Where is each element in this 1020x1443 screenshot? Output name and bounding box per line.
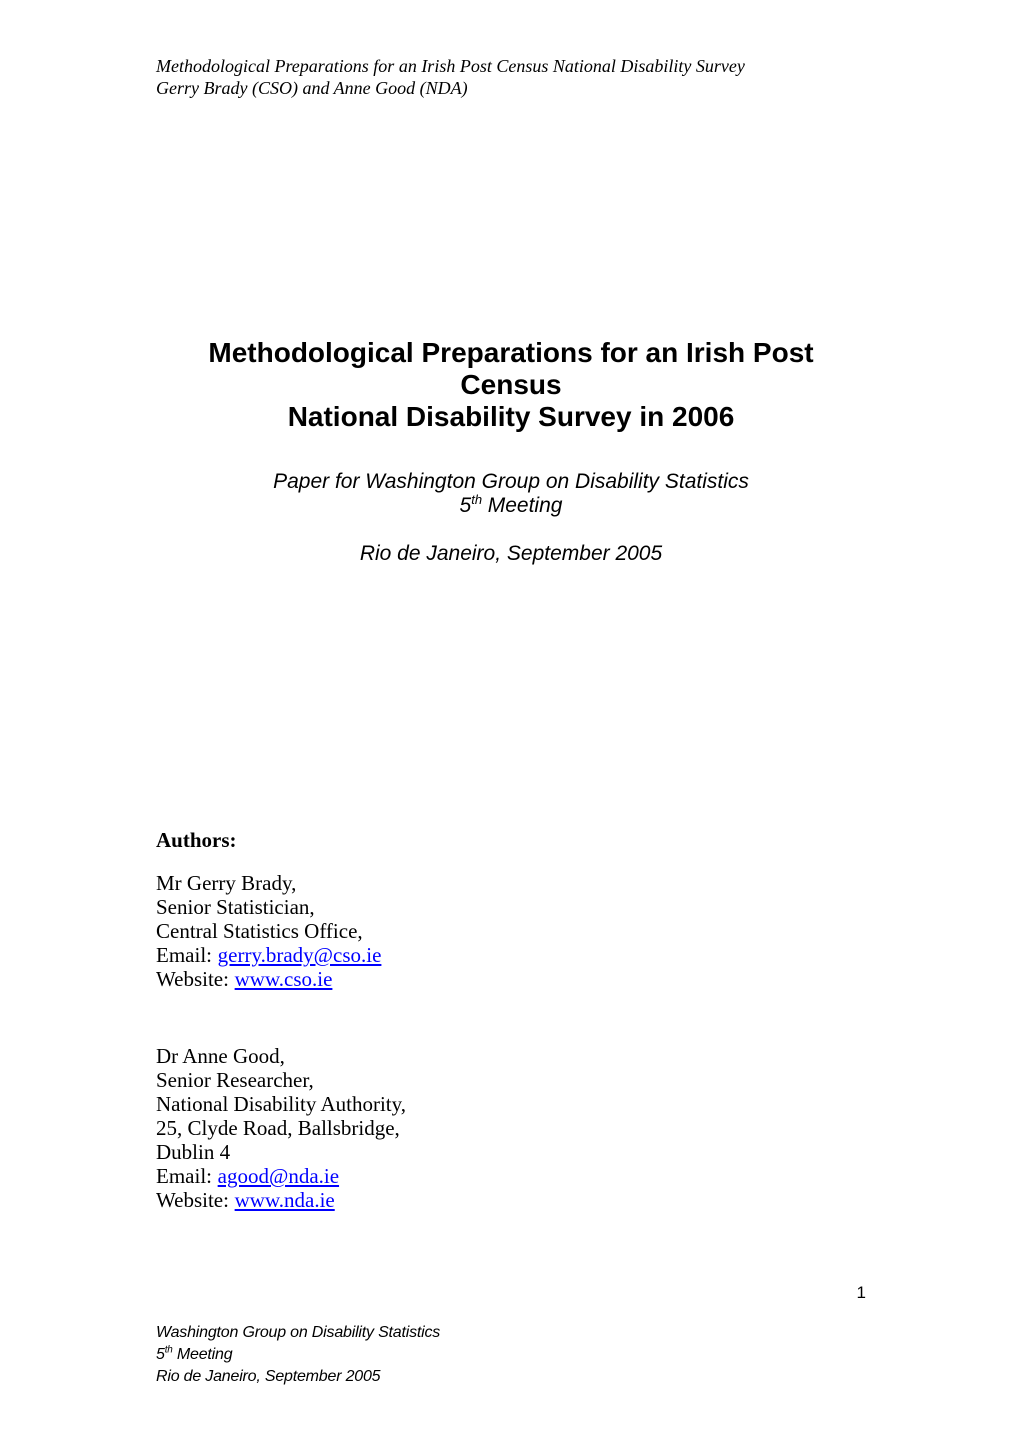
meeting-ordinal: th [471,492,483,507]
subtitle-venue-line: Rio de Janeiro, September 2005 [359,542,663,565]
author2-organisation: National Disability Authority, [156,1092,407,1116]
title-line1: Methodological Preparations for an Irish Post Census [208,337,814,400]
author2-email-line [156,1164,866,1188]
author1-role: Senior Statistician, [156,895,315,919]
author1-website-line [156,967,866,991]
running-header [156,55,866,99]
author2-website-label: Website: [156,1188,229,1212]
author2-block [156,1044,866,1212]
author1-name: Mr Gerry Brady, [156,871,297,895]
subtitle-meeting-line [156,494,866,518]
author2-role: Senior Researcher, [156,1068,314,1092]
author2-email-label: Email: [156,1164,212,1188]
author1-website-label: Website: [156,967,229,991]
footer-meeting-ordinal: th [164,1344,173,1356]
author1-website-link[interactable]: www.cso.ie [234,967,333,991]
meeting-number: 5 [459,494,472,517]
meeting-word: Meeting [487,494,563,517]
subtitle-spacer [156,518,866,542]
running-header-line2: Gerry Brady (CSO) and Anne Good (NDA) [156,78,468,98]
page-footer [156,1322,866,1388]
page-number: 1 [856,1283,866,1302]
author1-block [156,871,866,991]
author2-email-link[interactable]: agood@nda.ie [217,1164,340,1188]
subtitle-paper-line: Paper for Washington Group on Disability Statistics [273,470,749,493]
author1-organisation: Central Statistics Office, [156,919,363,943]
author2-address-line1: 25, Clyde Road, Ballsbridge, [156,1116,400,1140]
footer-meeting-number: 5 [156,1346,165,1363]
subtitle-block [156,470,866,566]
footer-line1: Washington Group on Disability Statistics [156,1324,441,1341]
footer-line3: Rio de Janeiro, September 2005 [156,1368,381,1385]
author1-email-label: Email: [156,943,212,967]
document-title [156,337,866,433]
footer-meeting-line [156,1344,866,1366]
author1-email-link[interactable]: gerry.brady@cso.ie [217,943,382,967]
author2-name: Dr Anne Good, [156,1044,285,1068]
footer-meeting-word: Meeting [176,1346,233,1363]
author2-website-line [156,1188,866,1212]
author2-address-line2: Dublin 4 [156,1140,231,1164]
author1-email-line [156,943,866,967]
authors-heading: Authors: [156,828,237,852]
running-header-line1: Methodological Preparations for an Irish Post Census National Disability Survey [156,56,745,76]
author2-website-link[interactable]: www.nda.ie [234,1188,335,1212]
title-line2: National Disability Survey in 2006 [287,401,735,432]
